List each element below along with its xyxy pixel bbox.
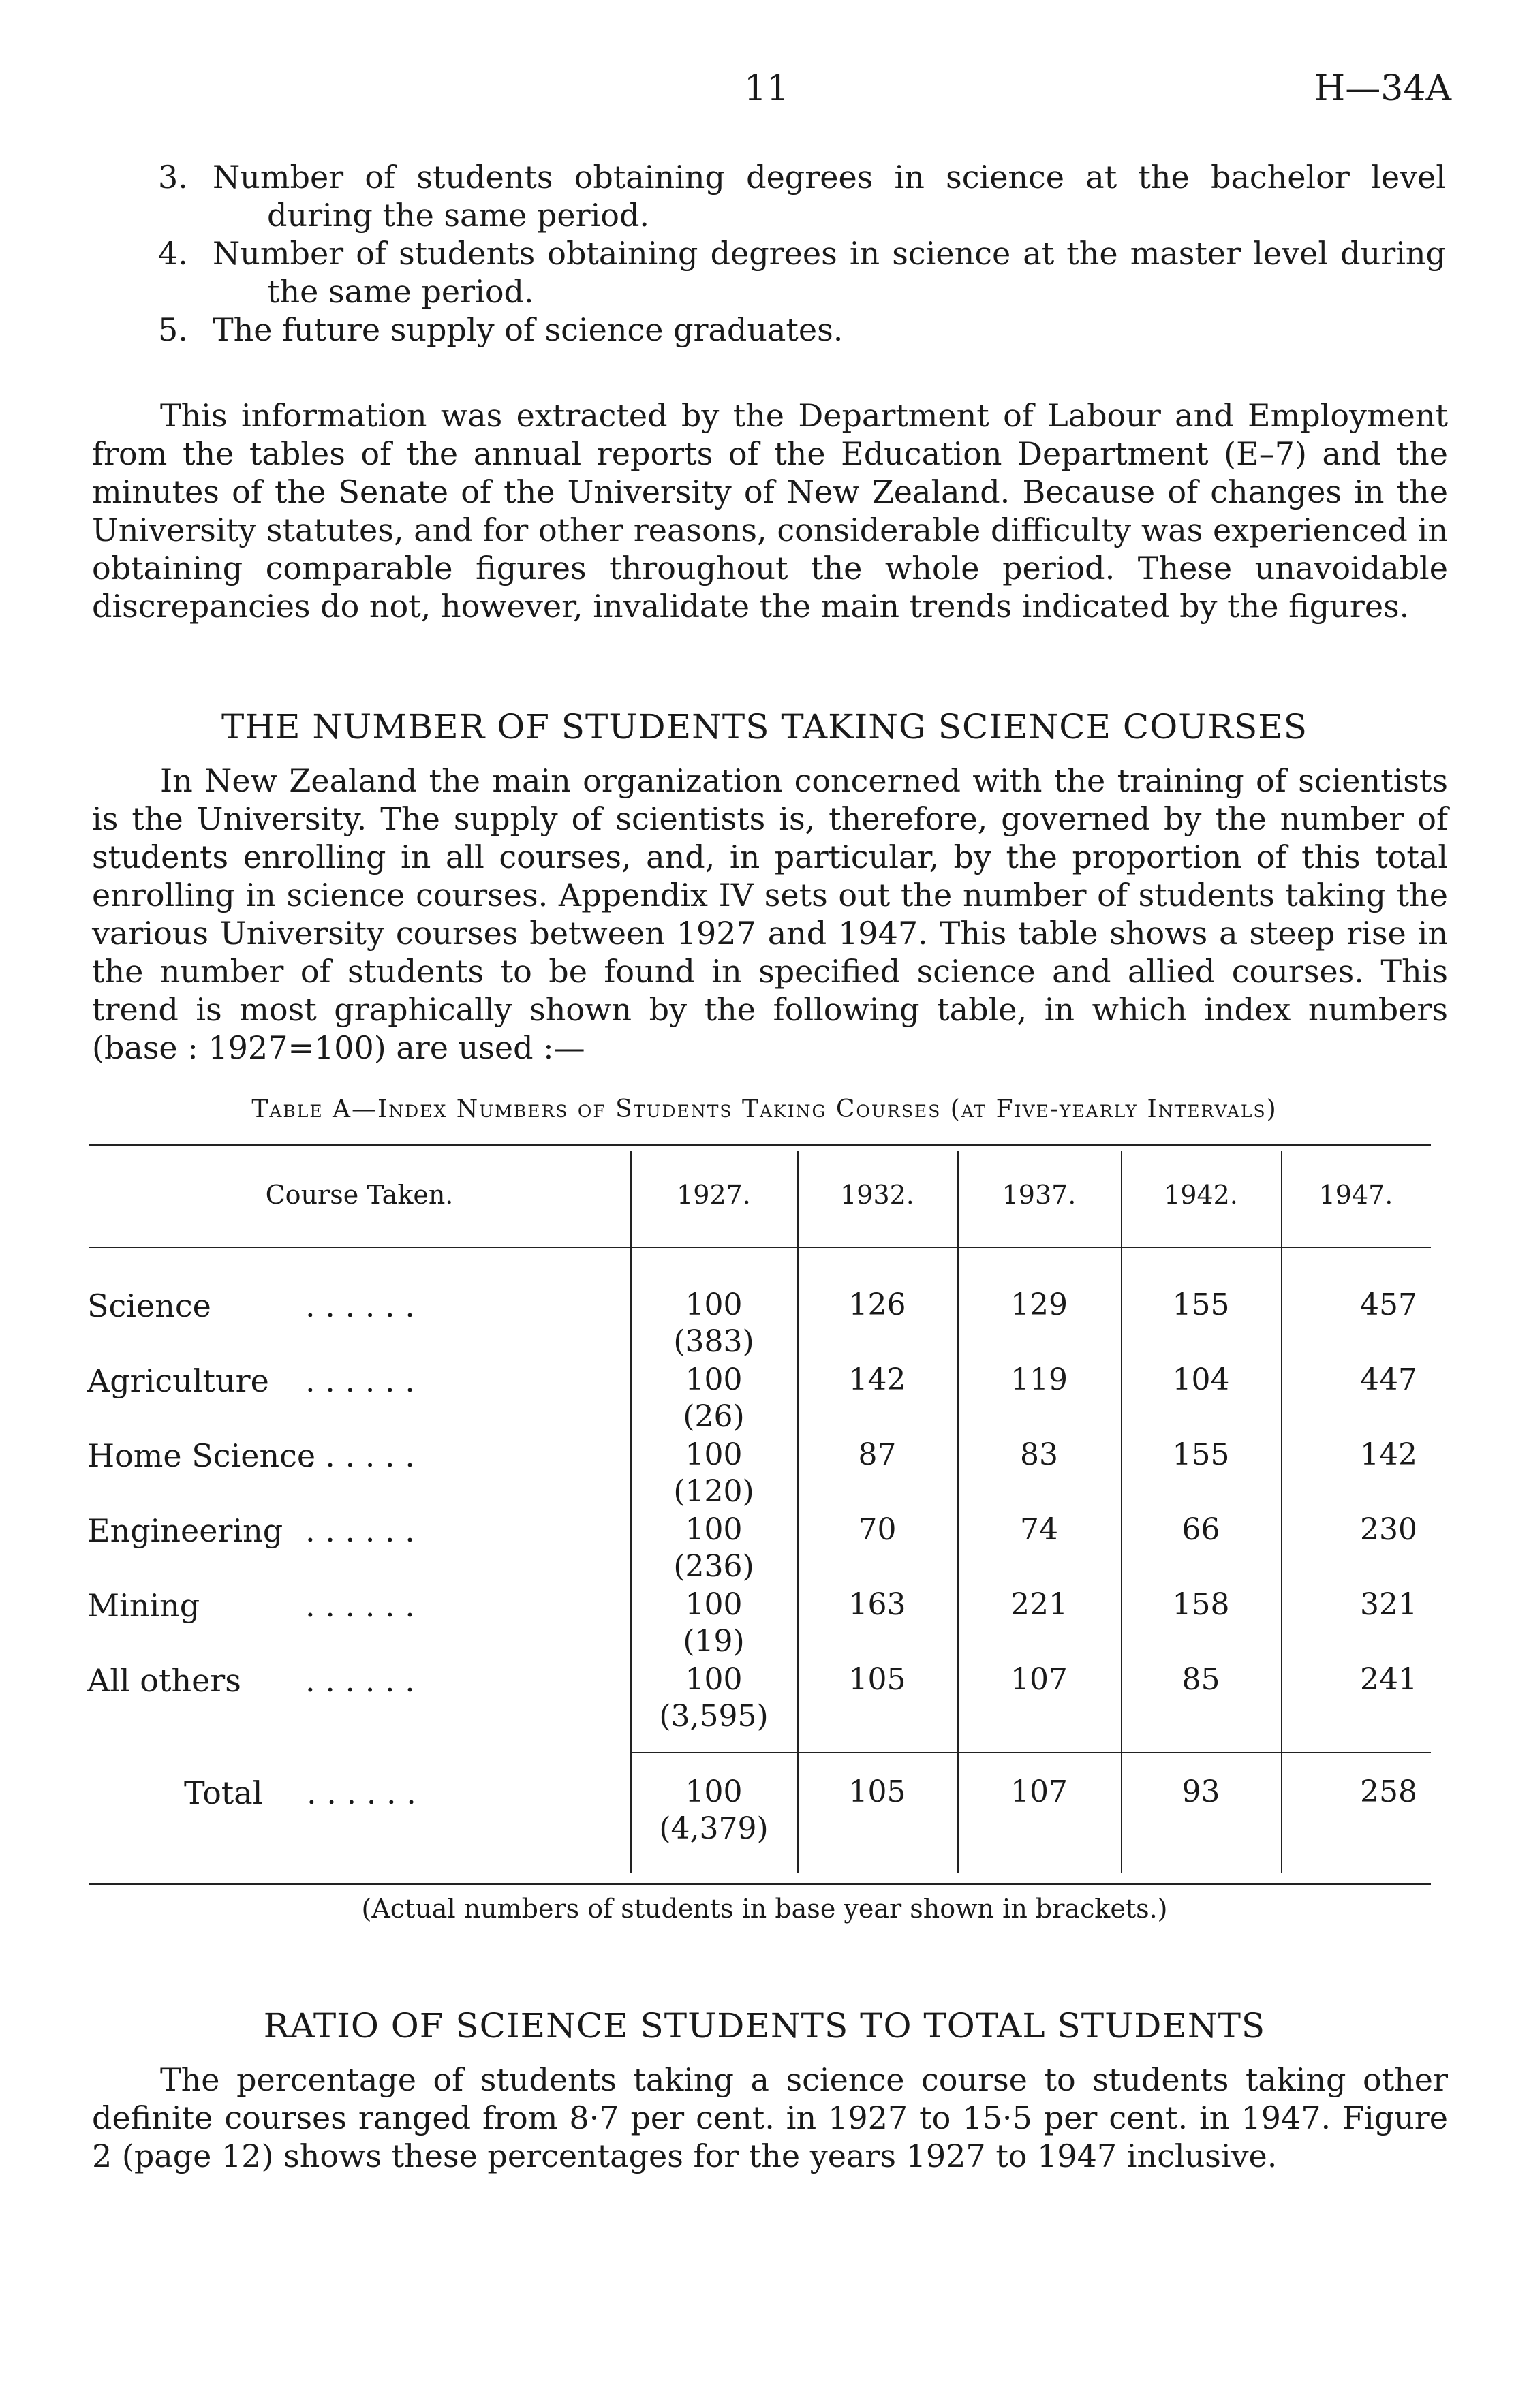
- table-cell-actual: (383): [673, 1324, 754, 1359]
- table-cell-1932: 163: [848, 1587, 906, 1622]
- table-cell-actual: (236): [673, 1549, 754, 1584]
- table-cell-1927: 100: [685, 1662, 743, 1697]
- table-total-1937: 107: [1010, 1774, 1068, 1809]
- table-row-label: Agriculture . . . . . .: [87, 1362, 415, 1399]
- table-total-label: Total . . . . . .: [184, 1774, 416, 1811]
- table-cell-actual: (3,595): [659, 1699, 769, 1734]
- table-cell-1937: 74: [1020, 1512, 1058, 1547]
- list-item-text: The future supply of science graduates.: [213, 311, 844, 348]
- list-item: [158, 311, 1446, 349]
- column-header-1927: 1927.: [677, 1180, 751, 1210]
- table-cell-1937: 83: [1020, 1437, 1058, 1472]
- table-cell-1937: 107: [1010, 1662, 1068, 1697]
- list-item-number: 3.: [158, 159, 188, 196]
- table-cell-1937: 129: [1010, 1287, 1068, 1322]
- table-cell-actual: (120): [673, 1474, 754, 1509]
- table-total-1947: 258: [1360, 1774, 1417, 1809]
- table-cell-1947: 230: [1360, 1512, 1417, 1547]
- paragraph-ratio: The percentage of students taking a science course to students taking other definite courses ranged from 8·7 per cent. in 1927 to 15·5 per cent. in 1947. Figure 2 (page 12) shows these percentages for the years 1927 to 1947 inclusive.: [92, 2061, 1448, 2174]
- table-row-label: Engineering . . . . . .: [87, 1512, 415, 1549]
- table-cell-1927: 100: [685, 1512, 743, 1547]
- table-row-label: Science . . . . . .: [87, 1287, 415, 1324]
- table-cell-1927: 100: [685, 1287, 743, 1322]
- table-top-rule: [89, 1144, 1431, 1146]
- table-row-label: Mining . . . . . .: [87, 1587, 415, 1624]
- column-header-course: Course Taken.: [265, 1180, 454, 1210]
- table-header-rule: [89, 1247, 1431, 1248]
- list-item-text: Number of students obtaining degrees in science at the bachelor level during the same period.: [213, 159, 1446, 234]
- list-item-number: 4.: [158, 235, 188, 272]
- list-item: [158, 158, 1446, 234]
- table-cell-1947: 457: [1360, 1287, 1417, 1322]
- list-item-text: Number of students obtaining degrees in science at the master level during the same period.: [213, 235, 1446, 310]
- column-header-1937: 1937.: [1002, 1180, 1077, 1210]
- table-cell-1942: 66: [1182, 1512, 1220, 1547]
- table-total-1932: 105: [848, 1774, 906, 1809]
- table-bottom-rule: [89, 1883, 1431, 1885]
- table-cell-1932: 87: [858, 1437, 897, 1472]
- total-rule: [630, 1752, 1431, 1753]
- paragraph-university: In New Zealand the main organization concerned with the training of scientists is the University. The supply of scientists is, therefore, governed by the number of students enrolling in all courses, and, in particular, by the proportion of this total enrolling in science courses. Appendix IV sets out the number of students taking the various University courses between 1927 and 1947. This table shows a steep rise in the number of students to be found in specified science and allied courses. This trend is most graphically shown by the following table, in which index numbers (base : 1927=100) are used :—: [92, 762, 1448, 1066]
- table-cell-1932: 105: [848, 1662, 906, 1697]
- page-header: [82, 68, 1451, 123]
- table-cell-1927: 100: [685, 1587, 743, 1622]
- table-cell-1947: 447: [1360, 1362, 1417, 1397]
- table-title: Table A—Index Numbers of Students Taking Courses (at Five-yearly Intervals): [251, 1095, 1278, 1123]
- table-row-label: Home Science . . . . . .: [87, 1437, 415, 1474]
- table-cell-1927: 100: [685, 1362, 743, 1397]
- table-total-1927: 100: [685, 1774, 743, 1809]
- table-cell-1942: 85: [1182, 1662, 1220, 1697]
- page-number: 11: [743, 68, 790, 109]
- table-cell-1937: 221: [1010, 1587, 1068, 1622]
- table-cell-1942: 158: [1172, 1587, 1230, 1622]
- section-heading-ratio: RATIO OF SCIENCE STUDENTS TO TOTAL STUDENTS: [263, 2006, 1266, 2046]
- column-header-1942: 1942.: [1164, 1180, 1238, 1210]
- table-cell-1932: 70: [858, 1512, 897, 1547]
- section-heading-students: THE NUMBER OF STUDENTS TAKING SCIENCE COURSES: [221, 707, 1308, 747]
- document-code: H—34A: [1314, 68, 1451, 109]
- table-note: (Actual numbers of students in base year shown in brackets.): [361, 1894, 1168, 1924]
- table-cell-actual: (19): [683, 1624, 745, 1659]
- table-cell-1932: 142: [848, 1362, 906, 1397]
- table-cell-1947: 321: [1360, 1587, 1417, 1622]
- table-cell-1932: 126: [848, 1287, 906, 1322]
- table-cell-1937: 119: [1010, 1362, 1068, 1397]
- table-total-1942: 93: [1182, 1774, 1220, 1809]
- numbered-list: [158, 158, 1446, 349]
- table-total-actual: (4,379): [659, 1811, 769, 1846]
- table-row-label: All others . . . . . .: [87, 1662, 415, 1699]
- table-cell-1942: 104: [1172, 1362, 1230, 1397]
- table-cell-1947: 241: [1360, 1662, 1417, 1697]
- table-cell-1947: 142: [1360, 1437, 1417, 1472]
- table-cell-1927: 100: [685, 1437, 743, 1472]
- list-item: [158, 234, 1446, 311]
- table-cell-actual: (26): [683, 1399, 745, 1434]
- paragraph-information-source: This information was extracted by the Department of Labour and Employment from the tables of the annual reports of the Education Department (E–7) and the minutes of the Senate of the University of New Zealand. Because of changes in the University statutes, and for other reasons, considerable difficulty was experienced in obtaining comparable figures throughout the whole period. These unavoidable discrepancies do not, however, invalidate the main trends indicated by the figures.: [92, 397, 1448, 625]
- table-cell-1942: 155: [1172, 1287, 1230, 1322]
- list-item-number: 5.: [158, 311, 188, 348]
- column-header-1932: 1932.: [840, 1180, 914, 1210]
- column-header-1947: 1947.: [1318, 1180, 1393, 1210]
- table-cell-1942: 155: [1172, 1437, 1230, 1472]
